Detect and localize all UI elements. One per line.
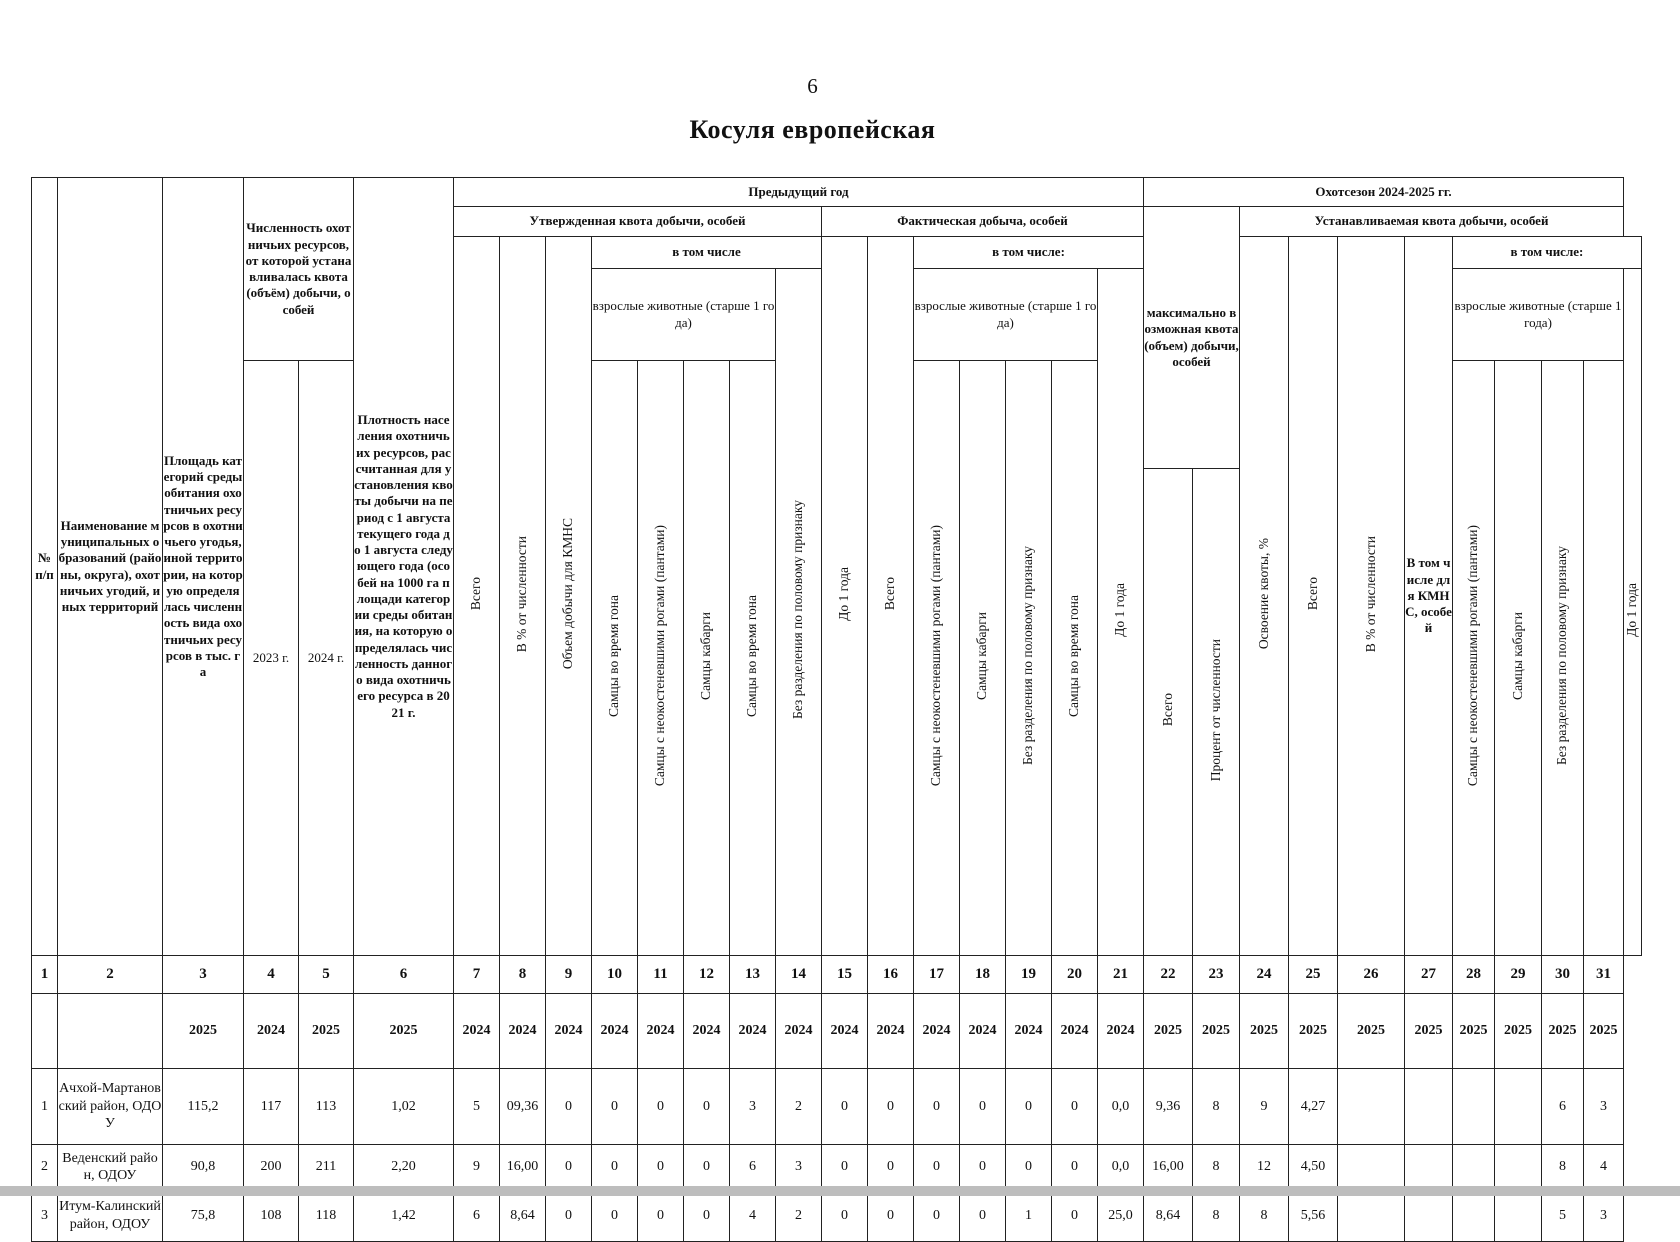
header-year-2024: 2024 г. xyxy=(299,361,354,956)
table-cell: 117 xyxy=(244,1069,299,1145)
year-cell: 2025 xyxy=(299,994,354,1069)
year-cell: 2024 xyxy=(730,994,776,1069)
header-max-percent: Процент от численности xyxy=(1193,469,1240,956)
table-cell: 3 xyxy=(776,1145,822,1190)
header-set-rut-males: Самцы во время гона xyxy=(1052,361,1098,956)
header-kmns-included: В том числе для КМНС, особей xyxy=(1405,237,1453,956)
header-set-percent: В % от численности xyxy=(1338,237,1405,956)
row-number: 3 xyxy=(32,1190,58,1242)
table-cell: 0 xyxy=(914,1145,960,1190)
year-cell: 2025 xyxy=(1542,994,1584,1069)
table-cell: 0 xyxy=(960,1190,1006,1242)
header-actual-harvest: Фактическая добыча, особей xyxy=(822,207,1144,237)
header-actual-total: Всего xyxy=(868,237,914,956)
table-cell: 0 xyxy=(822,1069,868,1145)
table-cell: 1,42 xyxy=(354,1190,454,1242)
table-cell: 3 xyxy=(1584,1190,1624,1242)
header-set-quota: Устанавливаемая квота добычи, особей xyxy=(1240,207,1624,237)
year-cell: 2025 xyxy=(354,994,454,1069)
header-actual-musk-males: Самцы кабарги xyxy=(960,361,1006,956)
table-cell: 211 xyxy=(299,1145,354,1190)
table-cell: 0 xyxy=(914,1190,960,1242)
year-cell: 2024 xyxy=(776,994,822,1069)
header-actual-no-sex: Без разделения по половому признаку xyxy=(1006,361,1052,956)
column-number: 23 xyxy=(1193,956,1240,994)
header-approved-percent: В % от численности xyxy=(500,237,546,956)
header-set-under-1: До 1 года xyxy=(1624,269,1642,956)
column-number: 15 xyxy=(822,956,868,994)
header-density: Плотность населения охотничьих ресурсов, рассчитанная для установления квоты добычи на период с 1 августа текущего года до 1 августа следующего года (особей на 1000 га площади категории среды обитания, на которую определялась численность данного вида охотничьего ресурса в 2021 г. xyxy=(354,178,454,956)
header-approved-total: Всего xyxy=(454,237,500,956)
table-cell: 6 xyxy=(454,1190,500,1242)
table-cell xyxy=(1495,1190,1542,1242)
year-cell: 2025 xyxy=(1338,994,1405,1069)
table-cell: 0 xyxy=(1006,1069,1052,1145)
header-approved-antler-males: Самцы с неокостеневшими рогами (пантами) xyxy=(638,361,684,956)
header-area: Площадь категорий среды обитания охотничьих ресурсов в охотничьего угодья, иной территории, на которую определялась численность вида охотничьих ресурсов в тыс. га xyxy=(163,178,244,956)
page-title: Косуля европейская xyxy=(689,115,936,144)
table-cell: 115,2 xyxy=(163,1069,244,1145)
table-cell: 2 xyxy=(776,1069,822,1145)
table-row xyxy=(32,1190,1642,1242)
table-cell xyxy=(1338,1145,1405,1190)
column-number: 2 xyxy=(58,956,163,994)
column-number: 1 xyxy=(32,956,58,994)
year-cell: 2025 xyxy=(1240,994,1289,1069)
year-cell: 2024 xyxy=(822,994,868,1069)
table-cell: 0 xyxy=(592,1190,638,1242)
year-cell: 2024 xyxy=(1006,994,1052,1069)
table-cell: 113 xyxy=(299,1069,354,1145)
table-row xyxy=(32,1145,1642,1190)
column-number: 3 xyxy=(163,956,244,994)
header-approved-musk-males: Самцы кабарги xyxy=(684,361,730,956)
column-number: 12 xyxy=(684,956,730,994)
header-approved-rut-males: Самцы во время гона xyxy=(592,361,638,956)
column-number: 18 xyxy=(960,956,1006,994)
year-row xyxy=(32,994,1642,1069)
header-approved-no-sex: Без разделения по половому признаку xyxy=(776,269,822,956)
table-cell: 2 xyxy=(776,1190,822,1242)
table-cell: 0 xyxy=(868,1190,914,1242)
table-cell: 25,0 xyxy=(1098,1190,1144,1242)
year-cell: 2025 xyxy=(1289,994,1338,1069)
column-number: 19 xyxy=(1006,956,1052,994)
header-adults-a: взрослые животные (старше 1 года) xyxy=(592,269,776,361)
year-cell: 2025 xyxy=(163,994,244,1069)
page-number: 6 xyxy=(807,74,818,98)
table-cell: 0 xyxy=(868,1069,914,1145)
table-cell: 4 xyxy=(1584,1145,1624,1190)
table-cell: 4 xyxy=(730,1190,776,1242)
header-approved-quota: Утвержденная квота добычи, особей xyxy=(454,207,822,237)
header-kmns-volume: Объем добычи для КМНС xyxy=(546,237,592,956)
table-cell: 5 xyxy=(1542,1190,1584,1242)
table-cell: 0 xyxy=(592,1069,638,1145)
district-name: Веденский район, ОДОУ xyxy=(58,1145,163,1190)
table-cell xyxy=(1453,1069,1495,1145)
table-cell: 0 xyxy=(684,1069,730,1145)
column-number: 24 xyxy=(1240,956,1289,994)
year-cell: 2024 xyxy=(592,994,638,1069)
table-cell: 12 xyxy=(1240,1145,1289,1190)
table-cell: 0 xyxy=(914,1069,960,1145)
header-including-a: в том числе xyxy=(592,237,822,269)
column-number: 22 xyxy=(1144,956,1193,994)
row-number: 2 xyxy=(32,1145,58,1190)
header-set-no-sex: Без разделения по половому признаку xyxy=(1542,361,1584,956)
year-cell xyxy=(32,994,58,1069)
column-number: 25 xyxy=(1289,956,1338,994)
table-cell: 0 xyxy=(822,1190,868,1242)
header-set-antler-males: Самцы с неокостеневшими рогами (пантами) xyxy=(1453,361,1495,956)
table-cell: 6 xyxy=(1542,1069,1584,1145)
table-row xyxy=(32,1069,1642,1145)
header-adults-c: взрослые животные (старше 1 года) xyxy=(1453,269,1624,361)
column-number: 6 xyxy=(354,956,454,994)
table-cell: 9 xyxy=(454,1145,500,1190)
column-number: 13 xyxy=(730,956,776,994)
header-max-quota: максимально возможная квота (объем) добычи, особей xyxy=(1144,207,1240,469)
table-cell: 5 xyxy=(454,1069,500,1145)
table-cell: 1 xyxy=(1006,1190,1052,1242)
table-cell xyxy=(1405,1190,1453,1242)
quota-table xyxy=(31,177,1642,1242)
header-population: Численность охотничьих ресурсов, от которой устанавливалась квота (объём) добычи, особей xyxy=(244,178,354,361)
table-cell xyxy=(1453,1190,1495,1242)
table-cell: 0 xyxy=(546,1145,592,1190)
table-cell: 4,50 xyxy=(1289,1145,1338,1190)
table-cell xyxy=(1495,1069,1542,1145)
header-quota-usage: Освоение квоты, % xyxy=(1240,237,1289,956)
year-cell xyxy=(58,994,163,1069)
table-cell: 0 xyxy=(822,1145,868,1190)
district-name: Ачхой-Мартановский район, ОДОУ xyxy=(58,1069,163,1145)
year-cell: 2024 xyxy=(960,994,1006,1069)
header-set-total: Всего xyxy=(1289,237,1338,956)
table-cell: 1,02 xyxy=(354,1069,454,1145)
table-cell: 2,20 xyxy=(354,1145,454,1190)
table-cell xyxy=(1453,1145,1495,1190)
column-number: 17 xyxy=(914,956,960,994)
table-cell: 0 xyxy=(1052,1145,1098,1190)
header-row-number: № п/п xyxy=(32,178,58,956)
year-cell: 2024 xyxy=(868,994,914,1069)
table-cell: 3 xyxy=(1584,1069,1624,1145)
table-cell xyxy=(1495,1145,1542,1190)
table-cell: 8 xyxy=(1193,1190,1240,1242)
table-cell: 0 xyxy=(638,1145,684,1190)
column-number: 11 xyxy=(638,956,684,994)
table-cell: 0 xyxy=(546,1069,592,1145)
column-number: 10 xyxy=(592,956,638,994)
header-actual-rut-males: Самцы во время гона xyxy=(730,361,776,956)
column-number: 14 xyxy=(776,956,822,994)
header-set-musk-males: Самцы кабарги xyxy=(1495,361,1542,956)
year-cell: 2024 xyxy=(454,994,500,1069)
column-number: 4 xyxy=(244,956,299,994)
column-number: 20 xyxy=(1052,956,1098,994)
table-cell: 8,64 xyxy=(500,1190,546,1242)
table-cell: 0 xyxy=(684,1145,730,1190)
year-cell: 2025 xyxy=(1495,994,1542,1069)
table-cell: 0 xyxy=(592,1145,638,1190)
column-number: 7 xyxy=(454,956,500,994)
column-number: 26 xyxy=(1338,956,1405,994)
table-cell: 0 xyxy=(1006,1145,1052,1190)
table-cell: 90,8 xyxy=(163,1145,244,1190)
year-cell: 2025 xyxy=(1453,994,1495,1069)
header-name: Наименование муниципальных образований (районы, округа), охотничьих угодий, иных территорий xyxy=(58,178,163,956)
table-cell: 0 xyxy=(638,1069,684,1145)
column-number: 21 xyxy=(1098,956,1144,994)
table-cell: 8 xyxy=(1193,1145,1240,1190)
year-cell: 2025 xyxy=(1584,994,1624,1069)
year-cell: 2024 xyxy=(1052,994,1098,1069)
year-cell: 2025 xyxy=(1405,994,1453,1069)
column-number-row xyxy=(32,956,1642,994)
table-cell: 0,0 xyxy=(1098,1069,1144,1145)
scan-edge-bar xyxy=(0,1186,1680,1196)
header-year-2023: 2023 г. xyxy=(244,361,299,956)
column-number: 29 xyxy=(1495,956,1542,994)
table-cell: 200 xyxy=(244,1145,299,1190)
table-cell: 108 xyxy=(244,1190,299,1242)
column-number: 9 xyxy=(546,956,592,994)
column-number: 31 xyxy=(1584,956,1624,994)
year-cell: 2025 xyxy=(1144,994,1193,1069)
year-cell: 2024 xyxy=(914,994,960,1069)
header-including-c: в том числе: xyxy=(1453,237,1642,269)
district-name: Итум-Калинский район, ОДОУ xyxy=(58,1190,163,1242)
table-cell: 9 xyxy=(1240,1069,1289,1145)
year-cell: 2024 xyxy=(244,994,299,1069)
table-cell: 118 xyxy=(299,1190,354,1242)
table-cell: 0 xyxy=(1052,1069,1098,1145)
table-cell: 8 xyxy=(1542,1145,1584,1190)
column-number: 27 xyxy=(1405,956,1453,994)
table-cell: 3 xyxy=(730,1069,776,1145)
table-cell: 8 xyxy=(1193,1069,1240,1145)
table-cell: 5,56 xyxy=(1289,1190,1338,1242)
row-number: 1 xyxy=(32,1069,58,1145)
header-actual-under-1: До 1 года xyxy=(1098,269,1144,956)
header-adults-b: взрослые животные (старше 1 года) xyxy=(914,269,1098,361)
column-number: 5 xyxy=(299,956,354,994)
table-cell: 0 xyxy=(868,1145,914,1190)
table-cell: 0,0 xyxy=(1098,1145,1144,1190)
header-approved-under-1: До 1 года xyxy=(822,237,868,956)
table-cell xyxy=(1405,1069,1453,1145)
table-cell: 16,00 xyxy=(1144,1145,1193,1190)
year-cell: 2024 xyxy=(1098,994,1144,1069)
table-cell: 09,36 xyxy=(500,1069,546,1145)
header-actual-antler-males: Самцы с неокостеневшими рогами (пантами) xyxy=(914,361,960,956)
header-season: Охотсезон 2024-2025 гг. xyxy=(1144,178,1624,207)
table-cell: 0 xyxy=(684,1190,730,1242)
year-cell: 2024 xyxy=(546,994,592,1069)
table-cell: 0 xyxy=(960,1069,1006,1145)
table-cell xyxy=(1338,1069,1405,1145)
table-cell: 9,36 xyxy=(1144,1069,1193,1145)
year-cell: 2024 xyxy=(500,994,546,1069)
header-max-total: Всего xyxy=(1144,469,1193,956)
header-previous-year: Предыдущий год xyxy=(454,178,1144,207)
table-cell xyxy=(1405,1145,1453,1190)
year-cell: 2024 xyxy=(684,994,730,1069)
column-number: 8 xyxy=(500,956,546,994)
table-cell: 0 xyxy=(546,1190,592,1242)
table-cell: 0 xyxy=(638,1190,684,1242)
table-cell: 0 xyxy=(960,1145,1006,1190)
column-number: 30 xyxy=(1542,956,1584,994)
table-cell xyxy=(1338,1190,1405,1242)
table-cell: 8 xyxy=(1240,1190,1289,1242)
column-number: 28 xyxy=(1453,956,1495,994)
year-cell: 2024 xyxy=(638,994,684,1069)
table-cell: 0 xyxy=(1052,1190,1098,1242)
header-including-b: в том числе: xyxy=(914,237,1144,269)
table-cell: 4,27 xyxy=(1289,1069,1338,1145)
table-cell: 75,8 xyxy=(163,1190,244,1242)
year-cell: 2025 xyxy=(1193,994,1240,1069)
column-number: 16 xyxy=(868,956,914,994)
table-cell: 8,64 xyxy=(1144,1190,1193,1242)
table-cell: 6 xyxy=(730,1145,776,1190)
table-cell: 16,00 xyxy=(500,1145,546,1190)
